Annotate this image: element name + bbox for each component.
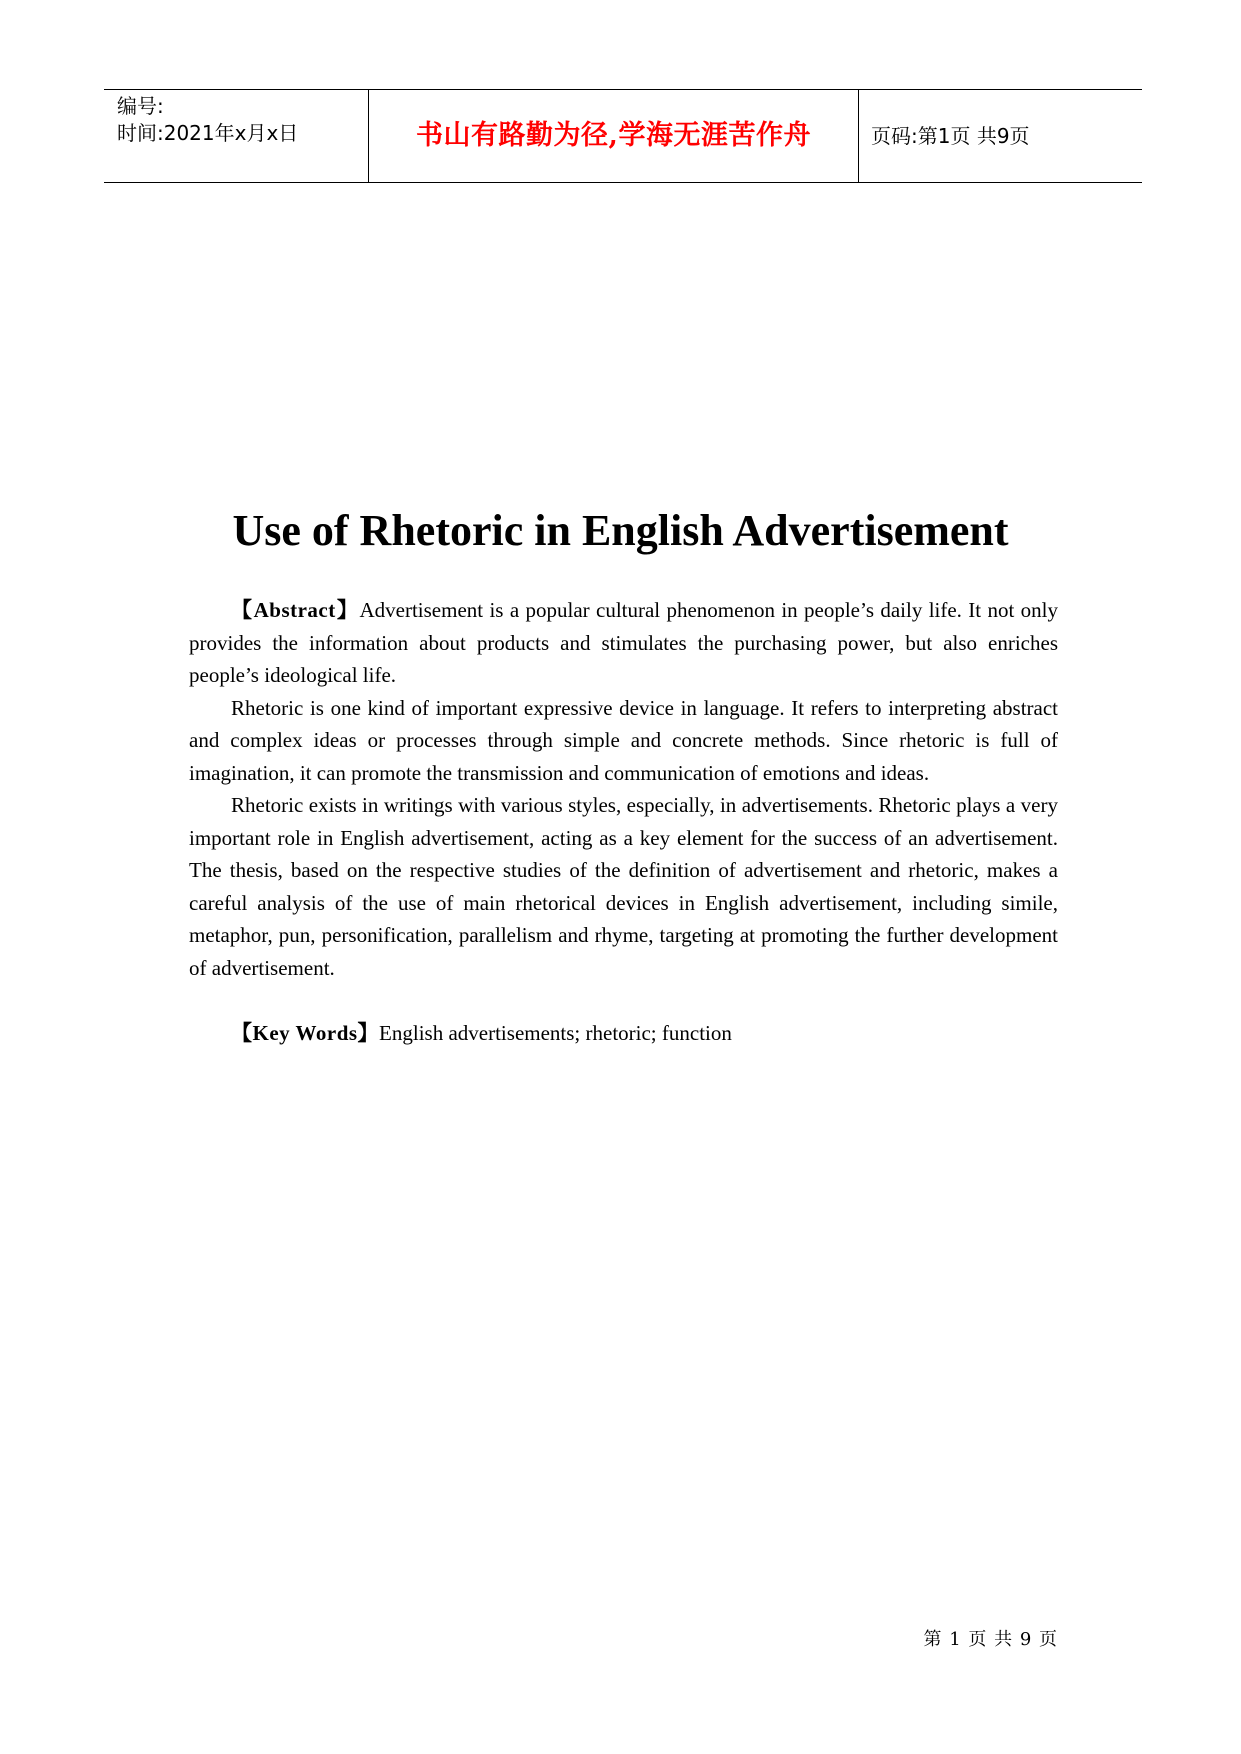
abstract-paragraph-2: Rhetoric is one kind of important expressive device in language. It refers to interpreting abstract and complex ideas or processes through simple and concrete methods. Since rhetoric is full of imagination, it can promote the transmission and communication of emotions and ideas.: [189, 695, 1058, 785]
abstract-label: 【Abstract】: [231, 598, 360, 622]
keywords-text: English advertisements; rhetoric; function: [379, 1021, 732, 1045]
abstract-paragraph-3: Rhetoric exists in writings with various styles, especially, in advertisements. Rhetoric plays a very important role in English advertisement, acting as a key element for the success of an advertisement. The thesis, based on the respective studies of the definition of advertisement and rhetoric, makes a careful analysis of the use of main rhetorical devices in English advertisement, including simile, metaphor, pun, personification, parallelism and rhyme, targeting at promoting the further development of advertisement.: [189, 793, 1058, 980]
header-page-cell: [859, 90, 1142, 182]
header-motto: 书山有路勤为径,学海无涯苦作舟: [416, 120, 811, 151]
header-info-cell: [104, 90, 369, 182]
serial-number-label: 编号:: [117, 94, 164, 118]
footer-page-number: 第 1 页 共 9 页: [923, 1629, 1058, 1650]
header-page-code: 页码:第1页 共9页: [871, 124, 1030, 148]
abstract-paragraph-1: [189, 594, 1058, 692]
time-label: 时间:2021年x月x日: [117, 121, 299, 145]
keywords-label: 【Key Words】: [231, 1021, 380, 1045]
abstract-section: [189, 594, 1058, 984]
document-title: Use of Rhetoric in English Advertisement: [232, 506, 1009, 555]
header-motto-cell: [369, 90, 859, 182]
abstract-text-1: Advertisement is a popular cultural phenomenon in people’s daily life. It not only provides the information about products and stimulates the purchasing power, but also enriches people’s ideological life.: [189, 598, 1058, 687]
header-table: [104, 89, 1142, 183]
keywords-line: [231, 1017, 732, 1049]
